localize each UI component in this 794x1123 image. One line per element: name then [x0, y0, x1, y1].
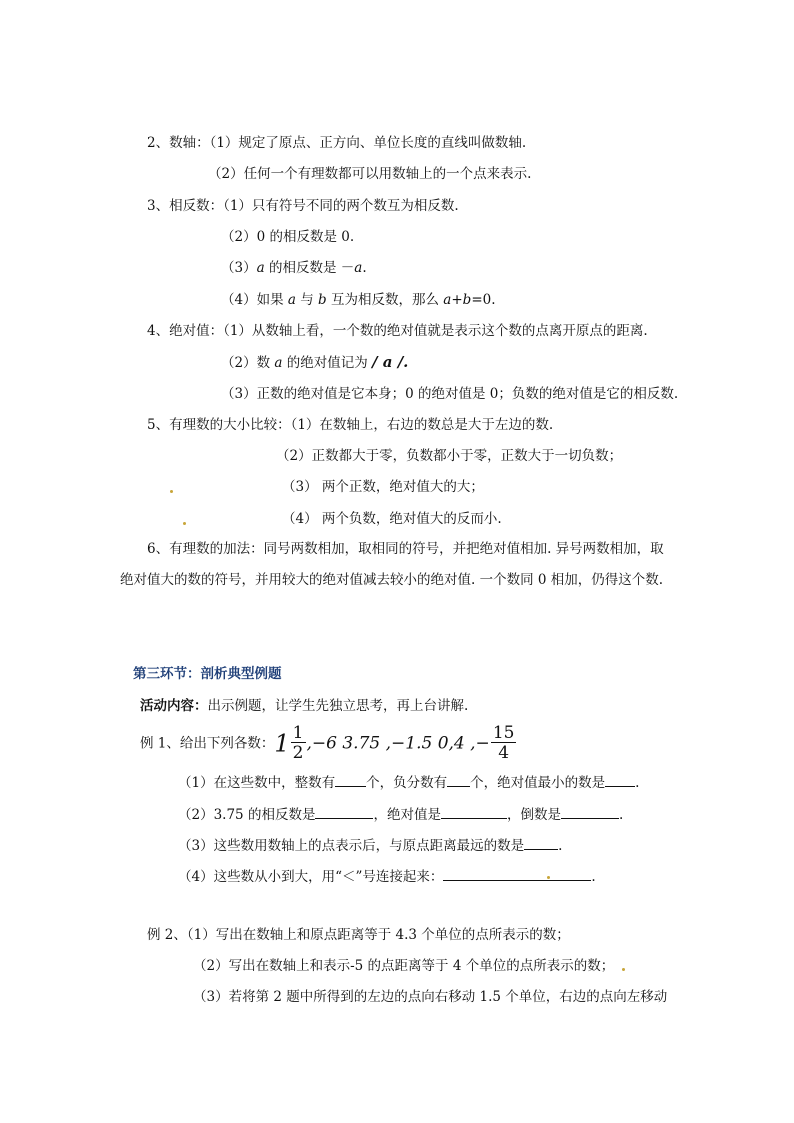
- text-segment: 互为相反数，那么: [326, 292, 444, 308]
- absolute-value-rules: （3）正数的绝对值是它本身；0 的绝对值是 0；负数的绝对值是它的相反数.: [221, 386, 679, 402]
- expr-a-plus-b: a+b: [443, 292, 472, 308]
- answer-blank[interactable]: [441, 804, 507, 819]
- number-list: ,−6 3.75 ,−1.5 0,4 ,−: [306, 733, 490, 754]
- absolute-value-definition: 4、绝对值：（1）从数轴上看，一个数的绝对值就是表示这个数的点离开原点的距离.: [147, 323, 648, 339]
- question-3: [178, 835, 562, 855]
- example-2-part-2: （2）写出在数轴上和表示-5 的点距离等于 4 个单位的点所表示的数；: [193, 958, 615, 974]
- text-segment: =0.: [471, 292, 496, 308]
- question-text: （1）在这些数中，整数有: [178, 775, 336, 791]
- question-text: .: [618, 807, 624, 823]
- opposite-zero: （2）0 的相反数是 0.: [221, 229, 355, 245]
- example-1-intro: [140, 721, 517, 765]
- absolute-value-notation: [221, 353, 408, 372]
- stray-mark: [622, 968, 625, 971]
- question-text: ，倒数是: [506, 807, 561, 823]
- question-text: （4）这些数从小到大，用“＜”号连接起来：: [178, 869, 444, 885]
- opposite-definition: 3、相反数：（1）只有符号不同的两个数互为相反数.: [147, 198, 459, 214]
- var-a: a: [256, 260, 265, 276]
- comparison-rule-4: （4） 两个负数，绝对值大的反而小.: [282, 511, 502, 527]
- activity-line: [140, 697, 468, 715]
- question-1: [178, 772, 639, 792]
- example-1-label: 例 1、给出下列各数：: [140, 735, 275, 752]
- question-text: .: [635, 775, 640, 791]
- activity-text: 出示例题，让学生先独立思考，再上台讲解.: [207, 698, 469, 714]
- answer-blank[interactable]: [315, 804, 373, 819]
- question-text: （3）这些数用数轴上的点表示后，与原点距离最远的数是: [178, 838, 525, 854]
- text-segment: 的绝对值记为: [282, 355, 373, 371]
- example-2-part-1: 例 2、（1）写出在数轴上和原点距离等于 4.3 个单位的点所表示的数；: [147, 927, 570, 943]
- question-text: ，绝对值是: [373, 807, 441, 823]
- question-text: .: [591, 869, 596, 885]
- stray-mark: [170, 490, 173, 493]
- text-segment: （4）如果: [221, 292, 288, 308]
- answer-blank[interactable]: [335, 772, 366, 787]
- fraction-numerator: 15: [492, 723, 515, 743]
- question-text: 个，负分数有: [366, 775, 448, 791]
- fraction-fifteen-fourths: [491, 724, 517, 763]
- answer-blank[interactable]: [447, 772, 470, 787]
- var-a: a: [287, 292, 296, 308]
- section-heading: 第三环节：剖析典型例题: [133, 666, 282, 682]
- var-a: a: [354, 260, 363, 276]
- question-text: .: [558, 838, 563, 854]
- mixed-number-whole: 1: [274, 729, 290, 758]
- stray-mark: [547, 876, 550, 879]
- opposite-sum-zero: [221, 291, 496, 309]
- fraction-one-half: [291, 724, 306, 763]
- fraction-numerator: 1: [292, 723, 304, 743]
- var-b: b: [318, 292, 327, 308]
- question-2: [178, 804, 623, 824]
- answer-blank[interactable]: [561, 804, 619, 819]
- answer-blank[interactable]: [524, 835, 558, 850]
- abs-notation: / a /.: [372, 353, 409, 371]
- answer-blank[interactable]: [443, 866, 591, 881]
- fraction-denominator: 4: [498, 743, 510, 763]
- text-segment: .: [362, 260, 367, 276]
- addition-rules-paragraph: 6、有理数的加法：同号两数相加，取相同的符号，并把绝对值相加. 异号两数相加，取绝对值大的数的符号，并用较大的绝对值减去较小的绝对值. 一个数同 0 相加，仍得这个数.: [120, 541, 664, 588]
- text-segment: （3）: [221, 260, 257, 276]
- question-4: [178, 866, 596, 886]
- var-a: a: [274, 355, 283, 371]
- question-text: （2）3.75 的相反数是: [178, 807, 316, 823]
- question-text: 个，绝对值最小的数是: [470, 775, 606, 791]
- fraction-denominator: 2: [292, 743, 304, 763]
- numberline-definition: 2、数轴：（1）规定了原点、正方向、单位长度的直线叫做数轴.: [147, 135, 527, 151]
- answer-blank[interactable]: [605, 772, 635, 787]
- example-2-part-3: （3）若将第 2 题中所得到的左边的点向右移动 1.5 个单位，右边的点向左移动: [193, 989, 668, 1005]
- opposite-of-a: [221, 259, 367, 277]
- text-segment: 的相反数是 －: [264, 260, 355, 276]
- text-segment: （2）数: [221, 355, 275, 371]
- comparison-rule-3: （3） 两个正数，绝对值大的大；: [282, 479, 484, 495]
- numberline-point: （2）任何一个有理数都可以用数轴上的一个点来表示.: [208, 166, 532, 182]
- activity-label: 活动内容：: [140, 698, 208, 714]
- stray-mark: [183, 522, 186, 525]
- comparison-rule-2: （2）正数都大于零，负数都小于零，正数大于一切负数；: [276, 448, 623, 464]
- text-segment: 与: [295, 292, 319, 308]
- comparison-rule-1: 5、有理数的大小比较：（1）在数轴上，右边的数总是大于左边的数.: [147, 417, 554, 433]
